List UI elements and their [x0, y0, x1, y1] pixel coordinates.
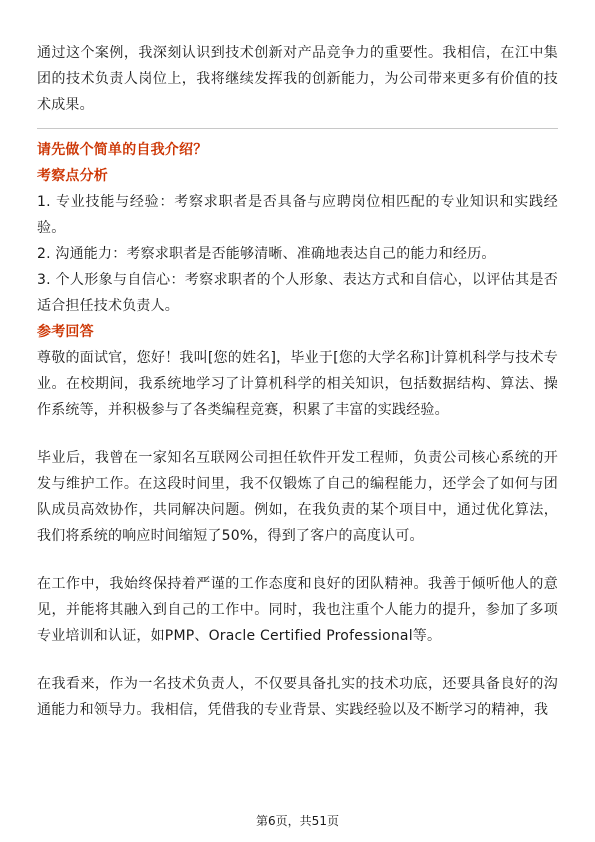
document-page	[37, 40, 558, 723]
intro-paragraph: 通过这个案例，我深刻认识到技术创新对产品竞争力的重要性。我相信，在江中集团的技术负责人岗位上，我将继续发挥我的创新能力，为公司带来更多有价值的技术成果。	[37, 45, 558, 113]
paragraph-gap	[37, 423, 558, 445]
answer-paragraph: 在我看来，作为一名技术负责人，不仅要具备扎实的技术功底，还要具备良好的沟通能力和领导力。我相信，凭借我的专业背景、实践经验以及不断学习的精神，我	[37, 676, 558, 718]
answer-paragraph: 尊敬的面试官，您好！我叫[您的姓名]，毕业于[您的大学名称]计算机科学与技术专业。在校期间，我系统地学习了计算机科学的相关知识，包括数据结构、算法、操作系统等，并积极参与了各类编程竞赛，积累了丰富的实践经验。	[37, 350, 558, 418]
analysis-item: 2. 沟通能力：考察求职者是否能够清晰、准确地表达自己的能力和经历。	[37, 246, 496, 262]
analysis-item: 1. 专业技能与经验：考察求职者是否具备与应聘岗位相匹配的专业知识和实践经验。	[37, 194, 558, 236]
analysis-heading: 考察点分析	[37, 168, 108, 184]
page-number-footer: 第6页，共51页	[256, 814, 339, 828]
question-heading: 请先做个简单的自我介绍？	[37, 142, 208, 158]
answer-paragraph: 毕业后，我曾在一家知名互联网公司担任软件开发工程师，负责公司核心系统的开发与维护工作。在这段时间里，我不仅锻炼了自己的编程能力，还学会了如何与团队成员高效协作，共同解决问题。例如，在我负责的某个项目中，通过优化算法，我们将系统的响应时间缩短了50%，得到了客户的高度认可。	[37, 450, 558, 544]
paragraph-gap	[37, 549, 558, 571]
answer-heading: 参考回答	[37, 324, 94, 340]
section-divider	[37, 128, 558, 129]
answer-paragraph: 在工作中，我始终保持着严谨的工作态度和良好的团队精神。我善于倾听他人的意见，并能将其融入到自己的工作中。同时，我也注重个人能力的提升，参加了多项专业培训和认证，如PMP、Oracle Certified Professional等。	[37, 576, 558, 644]
paragraph-gap	[37, 649, 558, 671]
analysis-item: 3. 个人形象与自信心：考察求职者的个人形象、表达方式和自信心，以评估其是否适合担任技术负责人。	[37, 272, 558, 314]
